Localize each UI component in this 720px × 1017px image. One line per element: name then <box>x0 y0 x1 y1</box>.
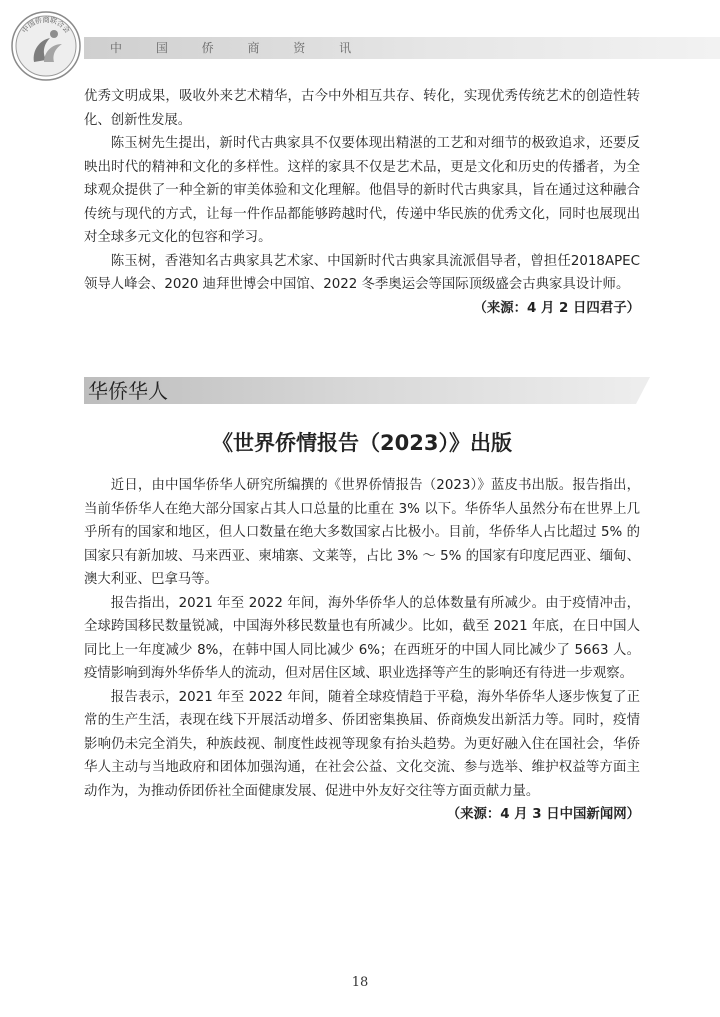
paragraph: 陈玉树，香港知名古典家具艺术家、中国新时代古典家具流派倡导者，曾担任2018APEC 领导人峰会、2020 迪拜世博会中国馆、2022 冬季奥运会等国际顶级盛会古典家具设计师。 <box>84 253 640 292</box>
paragraph: 陈玉树先生提出，新时代古典家具不仅要体现出精湛的工艺和对细节的极致追求，还要反映出时代的精神和文化的多样性。这样的家具不仅是艺术品，更是文化和历史的传播者，为全球观众提供了一种全新的审美体验和文化理解。他倡导的新时代古典家具，旨在通过这种融合传统与现代的方式，让每一件作品都能够跨越时代，传递中华民族的优秀文化，同时也展现出对全球多元文化的包容和学习。 <box>84 136 640 245</box>
article-body <box>84 474 640 827</box>
paragraph: 报告指出，2021 年至 2022 年间，海外华侨华人的总体数量有所减少。由于疫情冲击，全球跨国移民数量锐减，中国海外移民数量也有所减少。比如，截至 2021 年底，在日中国人同比上一年度减少 8%，在韩中国人同比减少 6%；在西班牙的中国人同比减少了 5663 人。疫情影响到海外华侨华人的流动，但对居住区域、职业选择等产生的影响还有待进一步观察。 <box>84 595 640 681</box>
article-continuation <box>84 85 640 320</box>
section-title: 华侨华人 <box>88 379 168 403</box>
article-title: 《世界侨情报告（2023）》出版 <box>212 431 512 455</box>
paragraph: 近日，由中国华侨华人研究所编撰的《世界侨情报告（2023）》蓝皮书出版。报告指出，当前华侨华人在绝大部分国家占其人口总量的比重在 3% 以下。华侨华人虽然分布在世界上几乎所有的国家和地区，但人口数量在绝大多数国家占比极小。目前，华侨华人占比超过 5% 的国家只有新加坡、马来西亚、柬埔寨、文莱等，占比 3% ～ 5% 的国家有印度尼西亚、缅甸、澳大利亚、巴拿马等。 <box>84 478 640 587</box>
paragraph: 优秀文明成果，吸收外来艺术精华，古今中外相互共存、转化，实现优秀传统艺术的创造性转化、创新性发展。 <box>84 89 640 128</box>
article-source: （来源：4 月 2 日四君子） <box>473 300 640 316</box>
logo-text: 中国侨商联合会 <box>20 16 72 35</box>
organization-logo <box>10 10 82 82</box>
paragraph: 报告表示，2021 年至 2022 年间，随着全球疫情趋于平稳，海外华侨华人逐步恢复了正常的生产生活，表现在线下开展活动增多、侨团密集换届、侨商焕发出新活力等。同时，疫情影响仍未完全消失，种族歧视、制度性歧视等现象有抬头趋势。为更好融入住在国社会，华侨华人主动与当地政府和团体加强沟通，在社会公益、文化交流、参与选举、维护权益等方面主动作为，为推动侨团侨社全面健康发展、促进中外友好交往等方面贡献力量。 <box>84 689 640 799</box>
header-title: 中 国 侨 商 资 讯 <box>110 41 367 55</box>
article-source: （来源：4 月 3 日中国新闻网） <box>446 807 640 822</box>
page-number: 18 <box>351 975 369 990</box>
